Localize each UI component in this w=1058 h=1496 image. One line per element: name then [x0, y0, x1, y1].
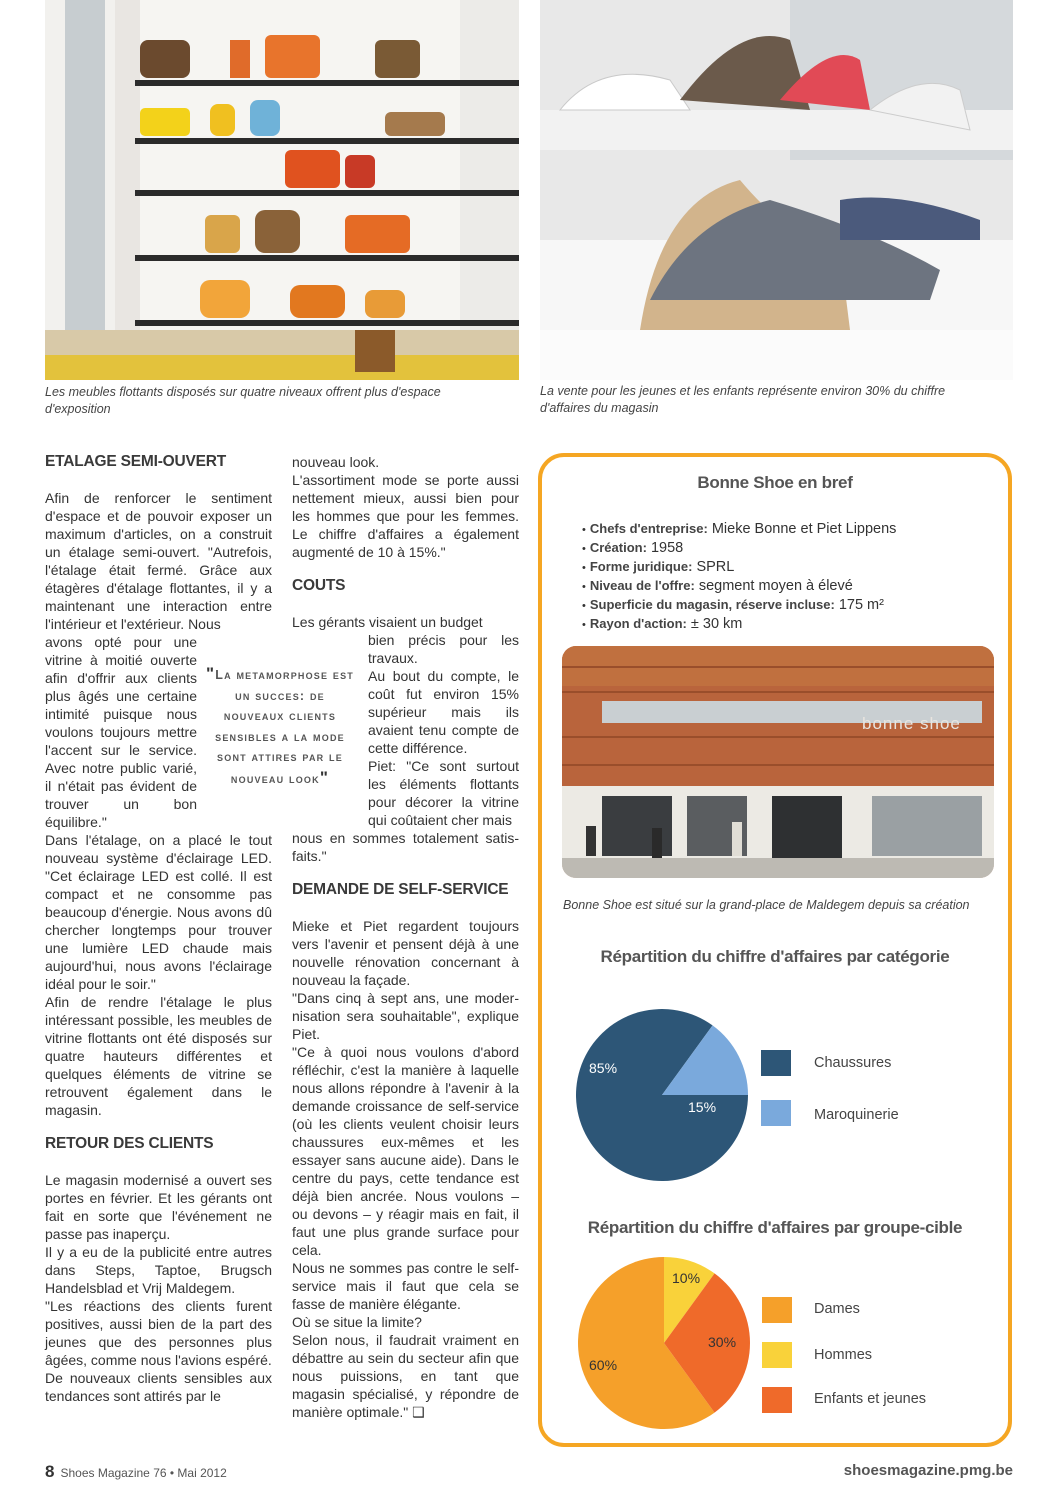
chart1-legend-label-0: Chaussures	[814, 1055, 892, 1071]
paragraph: Les gérants visaient un budget	[292, 614, 483, 630]
chart2-legend-swatch-2	[762, 1387, 792, 1413]
chart1-pie	[574, 1007, 750, 1183]
heading-self-service: DEMANDE DE SELF-SERVICE	[292, 881, 509, 898]
fact-item: • Forme juridique: SPRL	[582, 559, 735, 575]
chart2-label-1: 10%	[672, 1270, 701, 1286]
paragraph: L'assortiment mode se porte aussi nettement mieux, aussi bien pour les hommes que pour les femmes. Le chiffre d'affaires a également augmenté de 10 à 15%."	[292, 472, 519, 560]
fact-item: • Chefs d'entreprise: Mieke Bonne et Piet Lippens	[582, 521, 897, 537]
article-column-1	[45, 453, 272, 1405]
fact-item: • Niveau de l'offre: segment moyen à élevé	[582, 578, 853, 594]
paragraph: Mieke et Piet regardent toujours vers l'avenir et pensent déjà à une nouvelle rénovation concernant à nouveau la façade.	[292, 918, 519, 988]
paragraph: Afin de rendre l'étalage le plus intéressant possible, les meubles de vitrine flottants ont été disposés sur quatre hauteurs différentes et quelques éléments de vitrine se retrouvent également dans le magasin.	[45, 994, 272, 1118]
paragraph: "Les réactions des clients furent positives, aussi bien de la part des jeunes que des personnes plus âgées, comme nous l'avions espéré.	[45, 1298, 272, 1368]
sidebar-title: Bonne Shoe en bref	[697, 473, 853, 492]
chart1-legend-label-1: Maroquinerie	[814, 1107, 899, 1123]
chart2-legend-label-1: Hommes	[814, 1347, 873, 1363]
heading-couts: COUTS	[292, 577, 346, 594]
article-column-2	[292, 453, 519, 1421]
paragraph: Dans l'étalage, on a placé le tout nouveau système d'éclairage LED. "Cet éclairage LED est collé. Il est compact et ne consomme pas beaucoup d'énergie. Nous avons dû chercher longtemps pour trouver une lumière LED chaude mais aujourd'hui, nous avons l'éclairage idéal pour le soir."	[45, 832, 272, 992]
store-sign-text: bonne shoe	[862, 714, 961, 733]
shop-shelves-photo	[45, 0, 519, 380]
sneakers-display-photo	[540, 0, 1013, 380]
paragraph: Nous ne sommes pas contre le self-service mais il faut que cela se fasse de manière élégante.	[292, 1260, 519, 1312]
chart2-legend-swatch-1	[762, 1342, 792, 1368]
chart2-title: Répartition du chiffre d'affaires par groupe-cible	[587, 1218, 963, 1237]
heading-etalage: ETALAGE SEMI-OUVERT	[45, 453, 227, 470]
paragraph: nouveau look.	[292, 454, 380, 470]
paragraph: Au bout du compte, le coût fut environ 15% supérieur mais ils avaient tenu compte de cette différence.	[368, 668, 519, 756]
paragraph: Où se situe la limite?	[292, 1314, 422, 1330]
quote-text: La metamorphose est un succes: de nouveaux clients sensibles a la mode sont attires par le nouveau look	[215, 668, 354, 786]
chart2-legend-label-2: Enfants et jeunes	[814, 1391, 927, 1407]
paragraph: "Dans cinq à sept ans, une moder-nisation sera souhaitable", explique Piet.	[292, 990, 519, 1042]
chart2-label-0: 60%	[589, 1357, 618, 1373]
chart2-legend-label-0: Dames	[814, 1301, 860, 1317]
fact-item: • Rayon d'action: ± 30 km	[582, 616, 743, 632]
paragraph: nous en sommes totalement satis-faits."	[292, 830, 519, 864]
chart1-title: Répartition du chiffre d'affaires par catégorie	[600, 947, 950, 966]
chart1-legend-swatch-0	[761, 1050, 791, 1076]
quote-open-mark: "	[206, 664, 216, 683]
store-photo-caption: Bonne Shoe est situé sur la grand-place de Maldegem depuis sa création	[563, 898, 970, 912]
chart2-legend-swatch-0	[762, 1297, 792, 1323]
right-photo-caption: La vente pour les jeunes et les enfants représente environ 30% du chiffre d'affaires du magasin	[540, 384, 946, 415]
heading-retour: RETOUR DES CLIENTS	[45, 1135, 214, 1152]
footer-url[interactable]: shoesmagazine.pmg.be	[843, 1462, 1013, 1479]
paragraph: Le magasin modernisé a ouvert ses portes en février. Et les gérants ont fait en sorte que l'événement ne passe pas inaperçu.	[45, 1172, 272, 1242]
paragraph: "Ce à quoi nous voulons d'abord réfléchir, c'est la manière à laquelle nous allons répondre à l'avenir à la demande croissance de self-service (où les clients veulent choisir leurs chaussures eux-mêmes et les essayer sans aucune aide). Dans le centre du pays, cette tendance est déjà bien ancrée. Nous voulons – ou devons – y réagir mais en fait, il faut une plus grande surface pour cela.	[292, 1044, 519, 1258]
page-number: 8	[45, 1462, 55, 1481]
chart1-label-0: 85%	[589, 1060, 618, 1076]
chart2-label-2: 30%	[708, 1334, 737, 1350]
paragraph: avons opté pour une vitrine à moitié ouverte afin d'offrir aux clients plus âgés une certaine intimité puisque nous voulons toujours mettre l'accent sur le service. Avec notre public varié, il n'était pas évident de trouver un bon équilibre."	[45, 634, 197, 830]
paragraph: Il y a eu de la publicité entre autres dans Steps, Taptoe, Brugsch Handelsblad et Vrij Maldegem.	[45, 1244, 272, 1296]
store-facade-photo	[562, 646, 994, 878]
chart1-label-1: 15%	[688, 1099, 717, 1115]
chart1-legend-swatch-1	[761, 1100, 791, 1126]
paragraph: Afin de renforcer le sentiment d'espace et de pouvoir exposer un maximum d'articles, on a construit un étalage semi-ouvert. "Autrefois, l'étalage était fermé. Grâce aux étagères d'étalage flottantes, il y a maintenant une interaction entre l'intérieur et l'extérieur. Nous	[45, 490, 272, 632]
facts-list	[582, 520, 896, 634]
fact-item: • Superficie du magasin, réserve incluse: 175 m²	[582, 597, 884, 613]
magazine-issue: Shoes Magazine 76 • Mai 2012	[60, 1466, 227, 1480]
left-photo-caption: Les meubles flottants disposés sur quatre niveaux offrent plus d'espace d'exposition	[45, 385, 441, 416]
footer-left	[45, 1462, 227, 1482]
paragraph: Piet: "Ce sont surtout les éléments flottants pour décorer la vitrine qui coûtaient cher mais	[368, 758, 519, 828]
paragraph: Selon nous, il faudrait vraiment en débattre au sein du secteur afin que nous puissions, en tant que magasin spécialisé, y répondre de manière optimale." ❑	[292, 1332, 519, 1420]
quote-close-mark: "	[319, 767, 330, 787]
fact-item: • Création: 1958	[582, 540, 684, 556]
paragraph: bien précis pour les travaux.	[368, 632, 519, 666]
paragraph: De nouveaux clients sensibles aux tendances sont attirés par le	[45, 1370, 272, 1404]
